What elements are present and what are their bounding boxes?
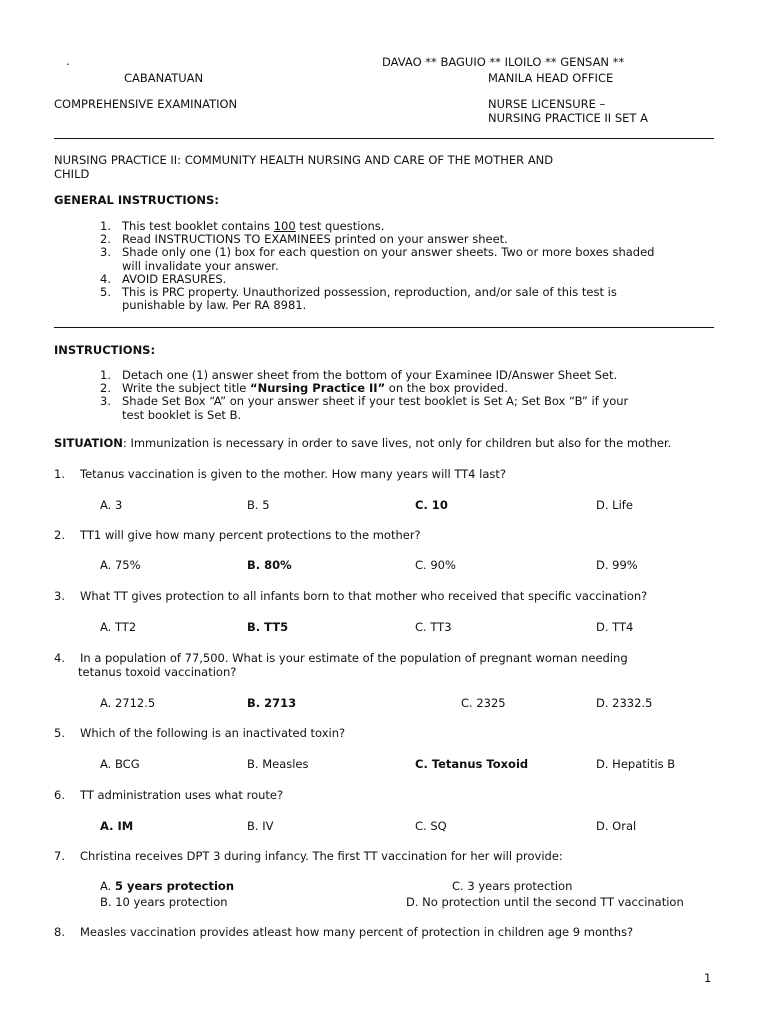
option-1c-answer: C. 10 xyxy=(415,498,448,512)
list-item: 3. Shade Set Box “A” on your answer sheet if your test booklet is Set A; Set Box “B” if your test booklet is Set B. xyxy=(100,394,629,422)
situation: SITUATION: Immunization is necessary in order to save lives, not only for children but also for the mother. xyxy=(54,436,672,450)
option-6b: B. IV xyxy=(247,819,274,833)
option-6a-answer: A. IM xyxy=(100,819,134,833)
option-4c: C. 2325 xyxy=(461,696,506,710)
option-2c: C. 90% xyxy=(415,558,456,572)
option-2b-answer: B. 80% xyxy=(247,558,292,572)
page-number: 1 xyxy=(704,971,712,985)
list-item: 1. Detach one (1) answer sheet from the bottom of your Examinee ID/Answer Sheet Set. xyxy=(100,368,618,382)
list-item: 2. Read INSTRUCTIONS TO EXAMINEES printed on your answer sheet. xyxy=(100,232,508,247)
license-line-2: NURSING PRACTICE II SET A xyxy=(488,111,648,125)
option-2a: A. 75% xyxy=(100,558,141,572)
list-item: 5. This is PRC property. Unauthorized possession, reproduction, and/or sale of this test is punishable by law. Per RA 8981. xyxy=(100,285,617,313)
option-3d: D. TT4 xyxy=(596,620,634,634)
option-7b: B. 10 years protection xyxy=(100,895,228,909)
option-5a: A. BCG xyxy=(100,757,140,771)
option-1d: D. Life xyxy=(596,498,633,512)
exam-type: COMPREHENSIVE EXAMINATION xyxy=(54,97,238,111)
branches-line: DAVAO ** BAGUIO ** ILOILO ** GENSAN ** xyxy=(382,55,625,69)
option-5d: D. Hepatitis B xyxy=(596,757,676,771)
subject-line-1: NURSING PRACTICE II: COMMUNITY HEALTH NURSING AND CARE OF THE MOTHER AND xyxy=(54,153,554,167)
option-3a: A. TT2 xyxy=(100,620,137,634)
option-7d: D. No protection until the second TT vaccination xyxy=(406,895,684,909)
instructions-title: INSTRUCTIONS: xyxy=(54,343,156,357)
option-7c: C. 3 years protection xyxy=(452,879,573,893)
exam-page: . DAVAO ** BAGUIO ** ILOILO ** GENSAN ** CABANATUAN MANILA HEAD OFFICE COMPREHENSIVE EXAMINATION NURSE LICENSURE – NURSING PRACTICE II SET A NURSING PRACTICE II: COMMUNITY HEALTH NURSING AND CARE OF THE MOTHER AND CHILD GENERAL INSTRUCTIONS: 1. This test booklet contains 100 test questions. 2. Read INSTRUCTIONS TO EXAMINEES printed on your answer sheet. 3. Shade only one (1) box for each question on your answer sheets. Two or more boxes shaded will invalidate your answer. 4. AVOID ERASURES. 5. This is PRC property. Unauthorized possession, reproduction, and/or sale of this test is punishable by law. Per RA 8981. INSTRUCTIONS: 1. Detach one (1) answer sheet from the bottom of your Examinee ID/Answer Sheet Set. 2. Write the subject title “Nursing Practice II” on the box provided. 3. Shade Set Box “A” on your answer sheet if your test booklet is Set A; Set Box “B” if your test booklet is Set B. SITUATION: Immunization is necessary in order to save lives, not only for children but also for the mother. 1. Tetanus vaccination is given to the mother. How many years will TT4 last? A. 3 B. 5 C. 10 D. Life 2. TT1 will give how many percent protections to the mother? A. 75% B. 80% C. 90% D. 99% 3. What TT gives protection to all infants born to that mother who received that specific vaccination? A. TT2 B. TT5 C. TT3 D. TT4 4. In a population of 77,500. What is your estimate of the population of pregnant woman needing tetanus toxoid vaccination? A. 2712.5 B. 2713 C. 2325 D. 2332.5 5. Which of the following is an inactivated toxin? A. BCG B. Measles C. Tetanus Toxoid D. Hepatitis B 6. TT administration uses what route? A. IM B. IV C. SQ D. Oral 7. Christina receives DPT 3 during infancy. The first TT vaccination for her will provide: A. 5 years protection C. 3 years protection B. 10 years protection D. No protection until the second TT vaccination 8. Measles vaccination provides atleast how many percent of protection in children age 9 months? 1 xyxy=(0,0,768,1024)
list-item: 1. This test booklet contains 100 test questions. xyxy=(100,219,385,233)
option-5c-answer: C. Tetanus Toxoid xyxy=(415,757,529,771)
list-item: 4. AVOID ERASURES. xyxy=(100,271,227,286)
license-line-1: NURSE LICENSURE – xyxy=(488,97,606,111)
list-item: 2. Write the subject title “Nursing Practice II” on the box provided. xyxy=(100,381,508,396)
option-1a: A. 3 xyxy=(100,498,123,512)
question-count: 100 xyxy=(273,219,296,233)
option-6c: C. SQ xyxy=(415,819,447,833)
divider-top xyxy=(54,138,714,139)
option-6d: D. Oral xyxy=(596,819,637,833)
option-3c: C. TT3 xyxy=(415,620,452,634)
head-office: MANILA HEAD OFFICE xyxy=(488,71,614,85)
option-7a-answer: A. 5 years protection xyxy=(100,879,235,893)
divider-middle xyxy=(54,327,714,328)
option-2d: D. 99% xyxy=(596,558,638,572)
option-4a: A. 2712.5 xyxy=(100,696,156,710)
subject-line-2: CHILD xyxy=(54,167,90,181)
option-3b-answer: B. TT5 xyxy=(247,620,289,634)
general-instructions-title: GENERAL INSTRUCTIONS: xyxy=(54,193,219,207)
list-item: 3. Shade only one (1) box for each question on your answer sheets. Two or more boxes shaded will invalidate your answer. xyxy=(100,245,655,273)
option-4b-answer: B. 2713 xyxy=(247,696,297,710)
option-4d: D. 2332.5 xyxy=(596,696,653,710)
header-dot: . xyxy=(66,54,70,68)
left-city: CABANATUAN xyxy=(124,71,204,85)
instructions-list xyxy=(100,369,720,422)
option-5b: B. Measles xyxy=(247,757,309,771)
general-instructions-list xyxy=(100,220,720,312)
option-1b: B. 5 xyxy=(247,498,270,512)
